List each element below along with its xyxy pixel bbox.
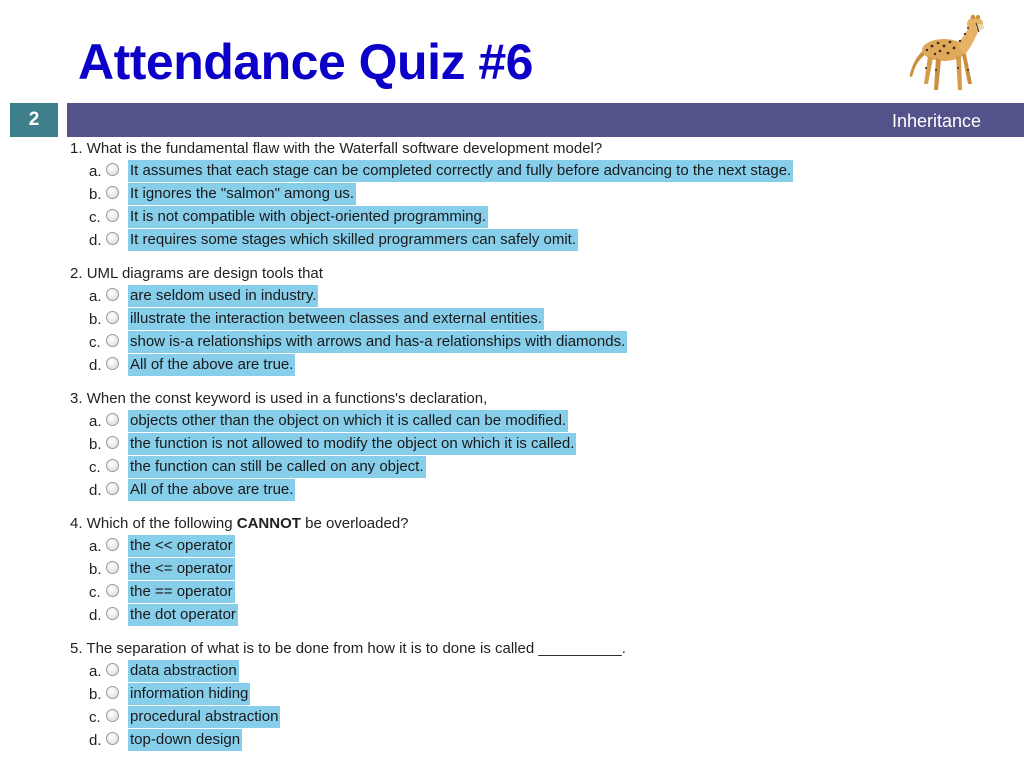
option-letter: d.	[89, 357, 102, 374]
question-4	[70, 513, 970, 627]
option-text: It ignores the "salmon" among us.	[128, 183, 356, 205]
option-letter: c.	[89, 709, 101, 726]
question-5	[70, 638, 970, 752]
option-text: information hiding	[128, 683, 250, 705]
radio-button[interactable]	[106, 209, 119, 222]
answer-option[interactable]	[70, 331, 970, 354]
answer-option[interactable]	[70, 433, 970, 456]
radio-button[interactable]	[106, 538, 119, 551]
answer-option[interactable]	[70, 308, 970, 331]
answer-option[interactable]	[70, 410, 970, 433]
radio-button[interactable]	[106, 288, 119, 301]
answer-option[interactable]	[70, 285, 970, 308]
question-text	[70, 138, 970, 160]
answer-option[interactable]	[70, 729, 970, 752]
question-1	[70, 138, 970, 252]
question-text-part: When the const keyword is used in a functions's declaration,	[86, 390, 488, 407]
option-letter: c.	[89, 334, 101, 351]
radio-button[interactable]	[106, 709, 119, 722]
option-letter: c.	[89, 209, 101, 226]
radio-button[interactable]	[106, 186, 119, 199]
question-text-part: UML diagrams are design tools that	[86, 265, 323, 282]
option-letter: b.	[89, 186, 102, 203]
option-text: the <= operator	[128, 558, 235, 580]
answer-option[interactable]	[70, 706, 970, 729]
answer-option[interactable]	[70, 183, 970, 206]
radio-button[interactable]	[106, 163, 119, 176]
option-letter: d.	[89, 482, 102, 499]
answer-option[interactable]	[70, 581, 970, 604]
slide-number: 2	[10, 103, 58, 137]
answer-option[interactable]	[70, 456, 970, 479]
option-letter: a.	[89, 538, 102, 555]
option-text: the dot operator	[128, 604, 238, 626]
question-3	[70, 388, 970, 502]
question-number: 2.	[70, 265, 83, 282]
question-2	[70, 263, 970, 377]
answer-option[interactable]	[70, 206, 970, 229]
option-text: It is not compatible with object-oriented programming.	[128, 206, 488, 228]
option-letter: b.	[89, 436, 102, 453]
question-text	[70, 388, 970, 410]
answer-option[interactable]	[70, 354, 970, 377]
option-letter: d.	[89, 732, 102, 749]
topic-band	[67, 103, 1024, 137]
answer-option[interactable]	[70, 229, 970, 252]
radio-button[interactable]	[106, 663, 119, 676]
question-text-part: What is the fundamental flaw with the Waterfall software development model?	[86, 140, 603, 157]
option-letter: a.	[89, 288, 102, 305]
radio-button[interactable]	[106, 482, 119, 495]
slide-title: Attendance Quiz #6	[78, 34, 533, 90]
option-letter: a.	[89, 663, 102, 680]
option-letter: b.	[89, 686, 102, 703]
option-text: the function can still be called on any object.	[128, 456, 426, 478]
option-letter: c.	[89, 459, 101, 476]
option-text: are seldom used in industry.	[128, 285, 318, 307]
option-letter: b.	[89, 561, 102, 578]
question-number: 4.	[70, 515, 83, 532]
radio-button[interactable]	[106, 607, 119, 620]
question-text-part: Which of the following	[86, 515, 237, 532]
option-text: show is-a relationships with arrows and has-a relationships with diamonds.	[128, 331, 627, 353]
question-number: 1.	[70, 140, 83, 157]
option-letter: d.	[89, 607, 102, 624]
option-letter: a.	[89, 163, 102, 180]
radio-button[interactable]	[106, 561, 119, 574]
option-text: the == operator	[128, 581, 235, 603]
answer-option[interactable]	[70, 160, 970, 183]
cheetah-image	[902, 10, 986, 96]
radio-button[interactable]	[106, 436, 119, 449]
option-text: top-down design	[128, 729, 242, 751]
radio-button[interactable]	[106, 357, 119, 370]
option-text: the function is not allowed to modify the object on which it is called.	[128, 433, 576, 455]
question-number: 3.	[70, 390, 83, 407]
question-text-part: be overloaded?	[300, 515, 409, 532]
option-text: objects other than the object on which it is called can be modified.	[128, 410, 568, 432]
radio-button[interactable]	[106, 459, 119, 472]
question-emphasis: CANNOT	[236, 515, 301, 532]
radio-button[interactable]	[106, 686, 119, 699]
option-text: All of the above are true.	[128, 354, 295, 376]
radio-button[interactable]	[106, 584, 119, 597]
question-number: 5.	[70, 640, 83, 657]
option-letter: d.	[89, 232, 102, 249]
option-text: It assumes that each stage can be completed correctly and fully before advancing to the next stage.	[128, 160, 793, 182]
question-text	[70, 513, 970, 535]
option-text: All of the above are true.	[128, 479, 295, 501]
answer-option[interactable]	[70, 660, 970, 683]
option-letter: b.	[89, 311, 102, 328]
radio-button[interactable]	[106, 232, 119, 245]
radio-button[interactable]	[106, 334, 119, 347]
quiz-list	[70, 138, 970, 763]
question-text-part: The separation of what is to be done from how it is to done is called __________.	[86, 640, 626, 657]
answer-option[interactable]	[70, 535, 970, 558]
option-text: data abstraction	[128, 660, 239, 682]
option-text: It requires some stages which skilled programmers can safely omit.	[128, 229, 578, 251]
answer-option[interactable]	[70, 683, 970, 706]
header-bar	[0, 103, 1024, 137]
question-text	[70, 638, 970, 660]
option-letter: a.	[89, 413, 102, 430]
option-text: procedural abstraction	[128, 706, 280, 728]
radio-button[interactable]	[106, 732, 119, 745]
option-text: illustrate the interaction between classes and external entities.	[128, 308, 544, 330]
question-text	[70, 263, 970, 285]
answer-option[interactable]	[70, 558, 970, 581]
radio-button[interactable]	[106, 413, 119, 426]
option-letter: c.	[89, 584, 101, 601]
topic-label: Inheritance	[891, 111, 981, 131]
answer-option[interactable]	[70, 604, 970, 627]
radio-button[interactable]	[106, 311, 119, 324]
answer-option[interactable]	[70, 479, 970, 502]
option-text: the << operator	[128, 535, 235, 557]
